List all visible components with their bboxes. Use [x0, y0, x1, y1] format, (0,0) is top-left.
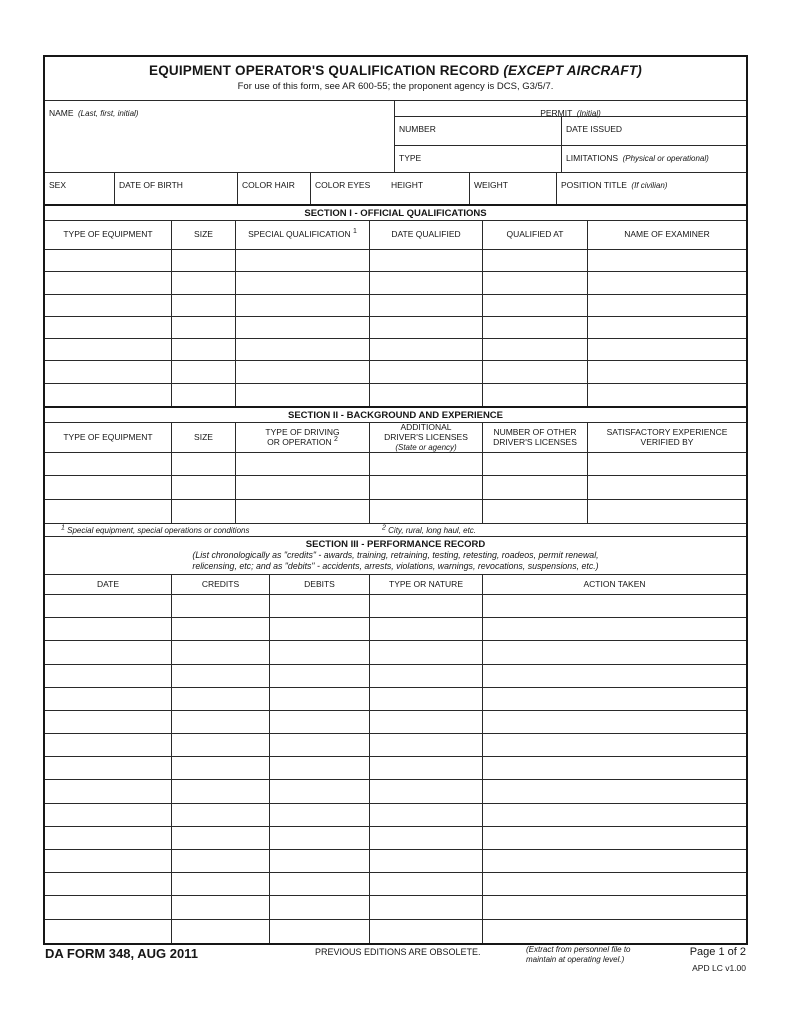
col-header-size: SIZE — [172, 221, 236, 249]
table-cell[interactable] — [483, 295, 588, 316]
table-cell[interactable] — [172, 804, 270, 826]
color-eyes-field[interactable] — [311, 173, 387, 204]
table-cell[interactable] — [236, 317, 370, 338]
weight-field[interactable] — [470, 173, 557, 204]
position-title-hint: (If civilian) — [631, 181, 668, 190]
height-field[interactable] — [387, 173, 470, 204]
table-cell[interactable] — [370, 757, 483, 779]
footnotes-row — [45, 523, 746, 537]
table-cell[interactable] — [483, 757, 746, 779]
table-cell[interactable] — [270, 827, 370, 849]
da-form-348 — [43, 55, 748, 945]
col-header-additional-licenses: ADDITIONAL DRIVER'S LICENSES (State or agency) — [370, 423, 483, 452]
table-row — [45, 873, 746, 896]
table-cell[interactable] — [45, 317, 172, 338]
section1-body — [45, 250, 746, 406]
table-row — [45, 384, 746, 406]
table-cell[interactable] — [370, 641, 483, 663]
table-cell[interactable] — [270, 804, 370, 826]
table-cell[interactable] — [483, 711, 746, 733]
form-title-block — [45, 57, 746, 101]
table-row — [45, 339, 746, 361]
height-label: HEIGHT — [391, 180, 424, 190]
table-cell[interactable] — [45, 641, 172, 663]
table-cell[interactable] — [45, 250, 172, 271]
table-cell[interactable] — [483, 384, 588, 406]
col-header-qualified-at: QUALIFIED AT — [483, 221, 588, 249]
table-cell[interactable] — [172, 339, 236, 360]
permit-number-label: NUMBER — [399, 124, 436, 134]
section3-note-line1: (List chronologically as "credits" - awards, training, retraining, testing, retesting, roadeos, permit renewal, — [192, 549, 599, 560]
table-row — [45, 757, 746, 780]
permit-block — [395, 101, 746, 172]
section3-title-block — [45, 537, 746, 575]
table-cell[interactable] — [370, 896, 483, 918]
table-cell[interactable] — [370, 711, 483, 733]
table-cell[interactable] — [483, 665, 746, 687]
table-cell[interactable] — [172, 250, 236, 271]
limitations-field[interactable] — [562, 146, 746, 172]
table-cell[interactable] — [172, 734, 270, 756]
table-cell[interactable] — [588, 500, 746, 523]
table-row — [45, 711, 746, 734]
table-cell[interactable] — [236, 476, 370, 498]
name-field[interactable] — [45, 101, 395, 172]
permit-header — [395, 101, 746, 117]
table-cell[interactable] — [270, 734, 370, 756]
date-issued-field[interactable] — [562, 117, 746, 145]
table-cell[interactable] — [270, 641, 370, 663]
permit-row-1 — [395, 117, 746, 146]
footnote2-ref: 2 — [334, 435, 338, 443]
color-eyes-label: COLOR EYES — [315, 180, 371, 190]
table-cell[interactable] — [483, 317, 588, 338]
table-cell[interactable] — [483, 780, 746, 802]
table-cell[interactable] — [172, 688, 270, 710]
weight-label: WEIGHT — [474, 180, 508, 190]
table-cell[interactable] — [45, 595, 172, 617]
color-hair-label: COLOR HAIR — [242, 180, 295, 190]
table-cell[interactable] — [370, 453, 483, 475]
table-cell[interactable] — [483, 339, 588, 360]
section1-header-row — [45, 221, 746, 250]
table-row — [45, 361, 746, 383]
table-row — [45, 804, 746, 827]
section2-title-bar: SECTION II - BACKGROUND AND EXPERIENCE — [45, 406, 746, 423]
table-cell[interactable] — [483, 850, 746, 872]
col-header-size: SIZE — [172, 423, 236, 452]
table-cell[interactable] — [45, 711, 172, 733]
table-cell[interactable] — [172, 295, 236, 316]
table-cell[interactable] — [483, 920, 746, 943]
table-cell[interactable] — [45, 780, 172, 802]
table-cell[interactable] — [45, 688, 172, 710]
table-cell[interactable] — [172, 317, 236, 338]
limitations-hint: (Physical or operational) — [622, 154, 709, 163]
table-cell[interactable] — [483, 734, 746, 756]
table-cell[interactable] — [270, 896, 370, 918]
date-issued-label: DATE ISSUED — [566, 124, 623, 134]
table-cell[interactable] — [236, 272, 370, 293]
table-cell[interactable] — [370, 688, 483, 710]
col-header-type-or-nature: TYPE OR NATURE — [370, 575, 483, 594]
table-cell[interactable] — [270, 711, 370, 733]
table-cell[interactable] — [370, 618, 483, 640]
table-cell[interactable] — [370, 780, 483, 802]
col-header-date: DATE — [45, 575, 172, 594]
table-cell[interactable] — [45, 384, 172, 406]
position-title-field[interactable] — [557, 173, 746, 204]
table-row — [45, 295, 746, 317]
table-cell[interactable] — [588, 384, 746, 406]
table-cell[interactable] — [588, 272, 746, 293]
limitations-label: LIMITATIONS — [566, 153, 619, 163]
name-permit-block — [45, 101, 746, 173]
table-row — [45, 665, 746, 688]
page-title-suffix: (EXCEPT AIRCRAFT) — [503, 63, 643, 78]
table-cell[interactable] — [236, 295, 370, 316]
col-header-type-of-driving: TYPE OF DRIVING OR OPERATION $^2$ — [236, 423, 370, 452]
table-cell[interactable] — [45, 665, 172, 687]
table-row — [45, 641, 746, 664]
permit-type-label: TYPE — [399, 153, 422, 163]
table-cell[interactable] — [483, 250, 588, 271]
table-cell[interactable] — [236, 500, 370, 523]
table-cell[interactable] — [588, 476, 746, 498]
table-cell[interactable] — [270, 757, 370, 779]
section1-title-bar: SECTION I - OFFICIAL QUALIFICATIONS — [45, 206, 746, 221]
sex-field[interactable] — [45, 173, 115, 204]
table-cell[interactable] — [172, 665, 270, 687]
table-cell[interactable] — [370, 804, 483, 826]
table-cell[interactable] — [45, 827, 172, 849]
section2-body — [45, 453, 746, 523]
table-cell[interactable] — [236, 250, 370, 271]
table-row — [45, 688, 746, 711]
color-hair-field[interactable] — [238, 173, 311, 204]
table-cell[interactable] — [588, 361, 746, 382]
table-cell[interactable] — [370, 595, 483, 617]
table-cell[interactable] — [370, 827, 483, 849]
table-cell[interactable] — [483, 641, 746, 663]
table-cell[interactable] — [588, 317, 746, 338]
table-cell[interactable] — [45, 453, 172, 475]
table-cell[interactable] — [370, 384, 483, 406]
table-cell[interactable] — [370, 850, 483, 872]
table-row — [45, 780, 746, 803]
table-cell[interactable] — [45, 618, 172, 640]
date-of-birth-field[interactable] — [115, 173, 238, 204]
table-row — [45, 850, 746, 873]
table-cell[interactable] — [483, 873, 746, 895]
table-cell[interactable] — [370, 734, 483, 756]
table-cell[interactable] — [270, 850, 370, 872]
table-cell[interactable] — [172, 453, 236, 475]
col-header-type-of-equipment: TYPE OF EQUIPMENT — [45, 221, 172, 249]
page-footer — [43, 945, 748, 985]
table-cell[interactable] — [172, 780, 270, 802]
table-cell[interactable] — [236, 361, 370, 382]
table-cell[interactable] — [483, 827, 746, 849]
table-row — [45, 317, 746, 339]
table-cell[interactable] — [588, 250, 746, 271]
table-cell[interactable] — [270, 595, 370, 617]
page-number: Page 1 of 2 — [689, 946, 746, 958]
col-header-number-of-other-licenses: NUMBER OF OTHER DRIVER'S LICENSES — [483, 423, 588, 452]
footnote1-ref: 1 — [352, 228, 357, 236]
table-cell[interactable] — [370, 317, 483, 338]
table-cell[interactable] — [588, 339, 746, 360]
table-cell[interactable] — [370, 873, 483, 895]
table-cell[interactable] — [370, 250, 483, 271]
table-cell[interactable] — [236, 453, 370, 475]
table-cell[interactable] — [236, 384, 370, 406]
table-cell[interactable] — [45, 476, 172, 498]
table-cell[interactable] — [45, 272, 172, 293]
col-header-special-qualification: SPECIAL QUALIFICATION $^1$ — [236, 221, 370, 249]
table-cell[interactable] — [588, 295, 746, 316]
permit-row-2 — [395, 146, 746, 172]
sex-label: SEX — [49, 180, 67, 190]
table-cell[interactable] — [172, 827, 270, 849]
table-cell[interactable] — [172, 711, 270, 733]
section3-note-line2: relicensing, etc; and as "debits" - accidents, arrests, violations, warnings, revocations, suspensions, etc.) — [192, 560, 599, 571]
table-cell[interactable] — [483, 595, 746, 617]
date-of-birth-label: DATE OF BIRTH — [119, 180, 183, 190]
table-cell[interactable] — [45, 920, 172, 943]
vitals-row — [45, 173, 746, 206]
form-id: DA FORM 348, AUG 2011 — [45, 946, 198, 961]
table-row — [45, 827, 746, 850]
table-cell[interactable] — [483, 804, 746, 826]
table-cell[interactable] — [45, 804, 172, 826]
table-row — [45, 896, 746, 919]
form-authority-note: For use of this form, see AR 600-55; the proponent agency is DCS, G3/5/7. — [237, 81, 554, 92]
table-cell[interactable] — [370, 500, 483, 523]
table-cell[interactable] — [45, 757, 172, 779]
table-cell[interactable] — [172, 272, 236, 293]
table-cell[interactable] — [270, 873, 370, 895]
table-row — [45, 920, 746, 943]
name-hint: (Last, first, initial) — [78, 109, 139, 118]
table-cell[interactable] — [270, 618, 370, 640]
table-cell[interactable] — [483, 361, 588, 382]
name-label: NAME — [49, 108, 74, 118]
table-cell[interactable] — [370, 361, 483, 382]
table-cell[interactable] — [270, 920, 370, 943]
permit-type-field[interactable] — [395, 146, 562, 172]
apd-version: APD LC v1.00 — [692, 963, 746, 973]
table-cell[interactable] — [45, 339, 172, 360]
table-cell[interactable] — [483, 272, 588, 293]
permit-label: PERMIT — [540, 108, 573, 118]
table-cell[interactable] — [172, 384, 236, 406]
permit-number-field[interactable] — [395, 117, 562, 145]
extract-note: (Extract from personnel file to maintain at operating level.) — [526, 945, 631, 965]
col-header-name-of-examiner: NAME OF EXAMINER — [624, 229, 710, 240]
table-cell[interactable] — [172, 476, 236, 498]
footnote-1: $^1$ Special equipment, special operations or conditions — [61, 524, 250, 535]
table-cell[interactable] — [270, 688, 370, 710]
table-row — [45, 250, 746, 272]
table-cell[interactable] — [236, 339, 370, 360]
table-cell[interactable] — [172, 850, 270, 872]
section3-header-row — [45, 575, 746, 595]
table-cell[interactable] — [45, 896, 172, 918]
table-row — [45, 734, 746, 757]
table-cell[interactable] — [45, 500, 172, 523]
table-cell[interactable] — [370, 920, 483, 943]
col-header-satisfactory-experience: SATISFACTORY EXPERIENCE VERIFIED BY — [606, 426, 728, 447]
table-cell[interactable] — [172, 641, 270, 663]
table-cell[interactable] — [172, 873, 270, 895]
col-header-debits: DEBITS — [270, 575, 370, 594]
table-row — [45, 476, 746, 499]
table-cell[interactable] — [483, 500, 588, 523]
table-cell[interactable] — [172, 920, 270, 943]
table-cell[interactable] — [370, 476, 483, 498]
position-title-label: POSITION TITLE — [561, 180, 627, 190]
section3-body — [45, 595, 746, 943]
table-cell[interactable] — [370, 295, 483, 316]
table-cell[interactable] — [270, 780, 370, 802]
table-row — [45, 453, 746, 476]
permit-hint: (Initial) — [576, 109, 601, 118]
table-row — [45, 500, 746, 523]
footnote-2: $^2$ City, rural, long haul, etc. — [382, 524, 477, 535]
table-cell[interactable] — [483, 618, 746, 640]
table-cell[interactable] — [370, 339, 483, 360]
table-cell[interactable] — [370, 272, 483, 293]
table-cell[interactable] — [172, 757, 270, 779]
obsolete-note: PREVIOUS EDITIONS ARE OBSOLETE. — [315, 947, 481, 957]
table-row — [45, 618, 746, 641]
table-cell[interactable] — [45, 850, 172, 872]
table-cell[interactable] — [45, 295, 172, 316]
col-header-date-qualified: DATE QUALIFIED — [370, 221, 483, 249]
page-title: EQUIPMENT OPERATOR'S QUALIFICATION RECORD — [148, 63, 500, 78]
table-cell[interactable] — [172, 595, 270, 617]
table-cell[interactable] — [483, 476, 588, 498]
table-cell[interactable] — [45, 873, 172, 895]
table-cell[interactable] — [45, 734, 172, 756]
col-header-action-taken: ACTION TAKEN — [583, 578, 646, 589]
table-cell[interactable] — [588, 453, 746, 475]
table-cell[interactable] — [483, 896, 746, 918]
table-cell[interactable] — [172, 500, 236, 523]
table-cell[interactable] — [172, 896, 270, 918]
col-header-credits: CREDITS — [172, 575, 270, 594]
table-cell[interactable] — [45, 361, 172, 382]
table-cell[interactable] — [483, 453, 588, 475]
table-cell[interactable] — [370, 665, 483, 687]
table-cell[interactable] — [172, 618, 270, 640]
section2-header-row — [45, 423, 746, 453]
table-cell[interactable] — [483, 688, 746, 710]
section3-title-bar: SECTION III - PERFORMANCE RECORD — [305, 538, 486, 550]
col-header-type-of-equipment: TYPE OF EQUIPMENT — [45, 423, 172, 452]
table-cell[interactable] — [270, 665, 370, 687]
table-row — [45, 272, 746, 294]
table-row — [45, 595, 746, 618]
table-cell[interactable] — [172, 361, 236, 382]
